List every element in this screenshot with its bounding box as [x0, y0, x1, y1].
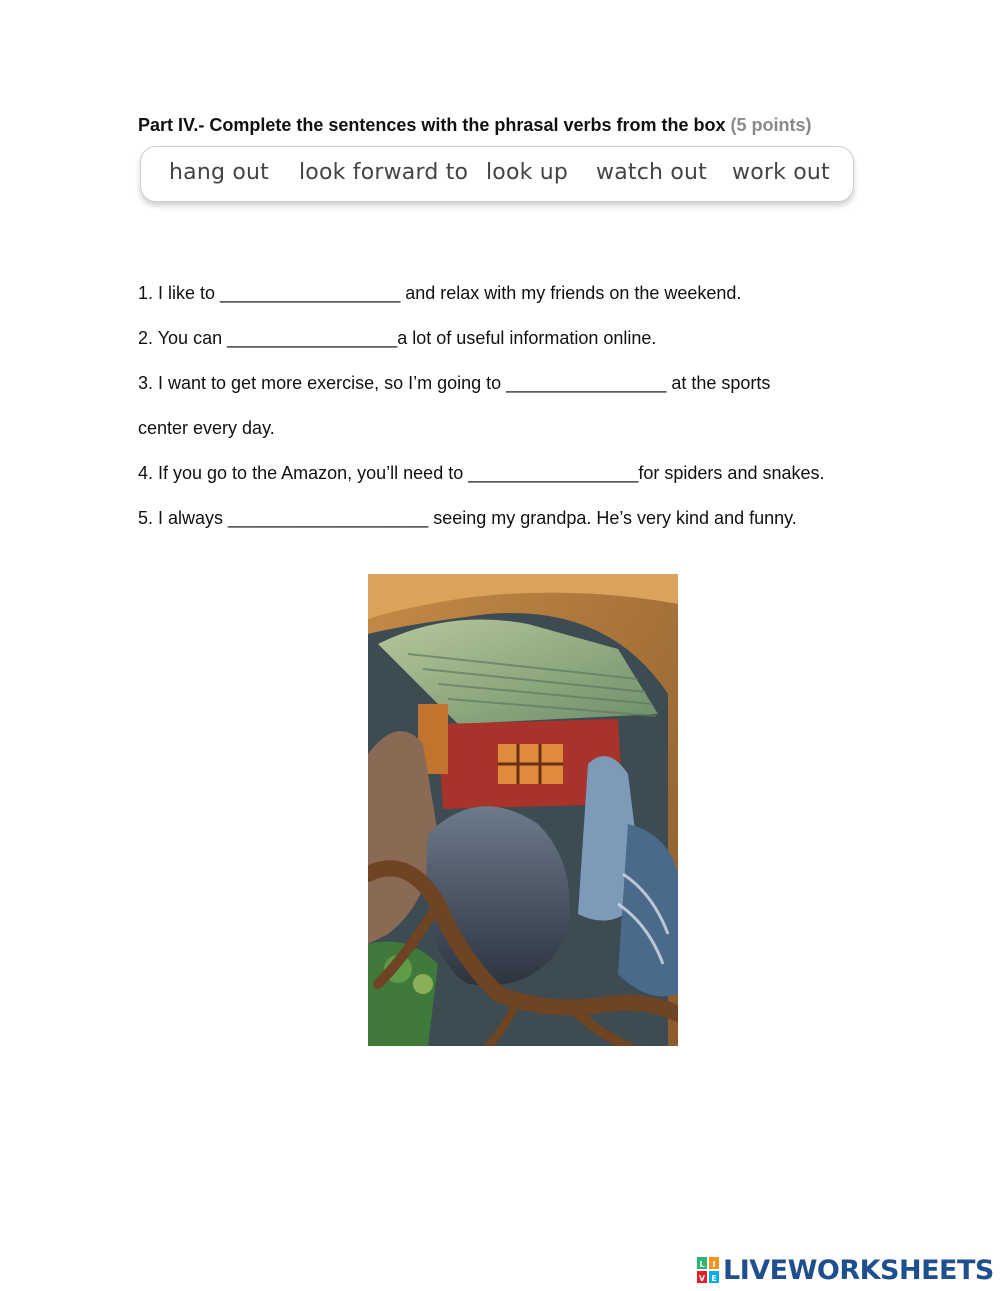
word-watch-out: watch out [596, 160, 707, 185]
svg-text:L: L [699, 1260, 705, 1269]
svg-text:E: E [711, 1274, 717, 1283]
word-work-out: work out [732, 160, 830, 185]
svg-text:V: V [698, 1274, 706, 1283]
liveworksheets-logo [697, 1254, 994, 1286]
logo-blocks-icon [697, 1257, 719, 1283]
word-hang-out: hang out [169, 160, 269, 185]
heading-text: Part IV.- Complete the sentences with the phrasal verbs from the box [138, 115, 726, 135]
phrasal-verb-box [140, 146, 854, 202]
points-label: (5 points) [730, 115, 812, 135]
crazy-house-photo [368, 574, 678, 1046]
section-heading [138, 115, 812, 136]
brand-name: LIVEWORKSHEETS [723, 1254, 994, 1286]
sentence-1: 1. I like to __________________ and relax with my friends on the weekend. [138, 283, 742, 303]
word-look-up: look up [486, 160, 569, 185]
sentence-4: 4. If you go to the Amazon, you’ll need to _________________for spiders and snakes. [138, 463, 825, 483]
svg-text:I: I [712, 1260, 716, 1269]
sentence-3: 3. I want to get more exercise, so I’m going to ________________ at the sports [138, 373, 771, 393]
sentence-5: 5. I always ____________________ seeing my grandpa. He’s very kind and funny. [138, 508, 797, 528]
word-look-forward-to: look forward to [299, 160, 469, 185]
sentence-2: 2. You can _________________a lot of useful information online. [138, 328, 657, 348]
sentence-3-continued: center every day. [138, 418, 275, 438]
